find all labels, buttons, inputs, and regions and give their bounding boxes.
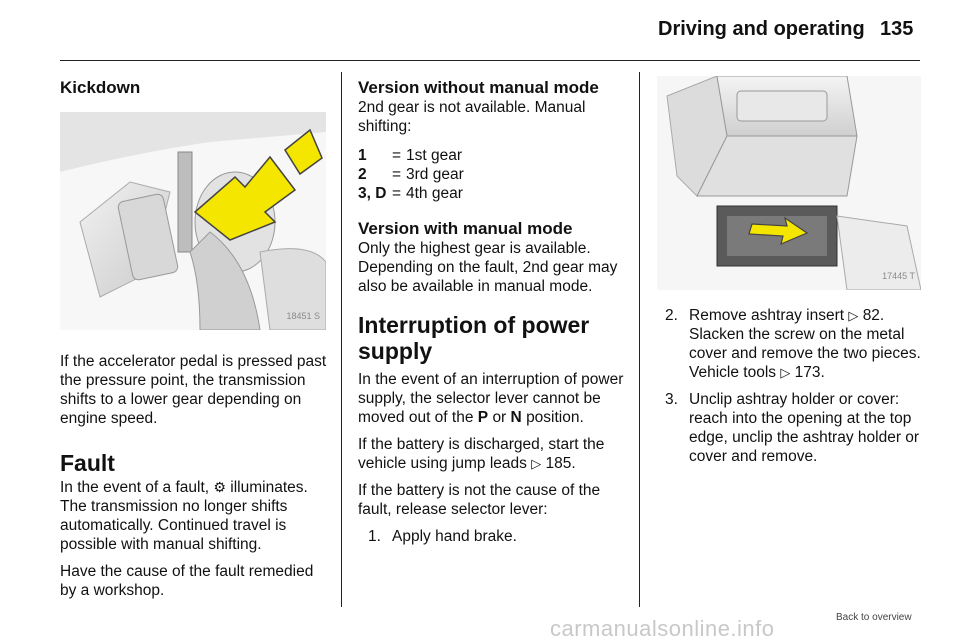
no-manual-heading: Version without manual mode <box>358 78 599 97</box>
interruption-text <box>358 370 628 427</box>
step-text-a: Remove ashtray insert <box>689 307 845 324</box>
list-item <box>368 527 628 546</box>
step-number: 2. <box>665 307 678 324</box>
not-battery-text: If the battery is not the cause of the fault, release selector lever: <box>358 482 601 518</box>
column-divider-left <box>341 72 342 607</box>
step-text: Apply hand brake. <box>392 528 517 545</box>
step-page-ref-2: 173. <box>794 364 825 381</box>
gear-row <box>358 146 628 165</box>
gear-value: 1st gear <box>406 147 463 164</box>
no-manual-text: 2nd gear is not available. Manual shifting: <box>358 99 586 135</box>
interruption-text-b: position. <box>526 409 584 426</box>
right-steps <box>657 306 923 466</box>
fault-text <box>60 478 328 554</box>
battery-text <box>358 435 628 473</box>
watermark: carmanualsonline.info <box>550 616 775 641</box>
step-text <box>689 306 923 382</box>
position-n: N <box>510 409 522 426</box>
fault-text-2: Have the cause of the fault remedied by a workshop. <box>60 563 314 599</box>
battery-text-main: If the battery is discharged, start the vehicle using jump leads <box>358 436 605 472</box>
right-column <box>657 72 923 474</box>
manual-text: Only the highest gear is available. Depending on the fault, 2nd gear may also be available in manual mode. <box>358 240 618 295</box>
page-ref-arrow-icon: ▷ <box>780 365 791 380</box>
fault-heading: Fault <box>60 450 115 476</box>
step-text: Unclip ashtray holder or cover: reach into the opening at the top edge, unclip the ashtray holder or cover and remove. <box>689 391 920 465</box>
ashtray-illustration <box>657 76 921 290</box>
step-number: 3. <box>665 391 678 408</box>
back-to-overview-link[interactable]: Back to overview <box>836 612 912 623</box>
kickdown-figure <box>60 112 326 330</box>
list-item <box>665 390 923 466</box>
middle-column <box>358 72 628 554</box>
battery-page-ref: 185. <box>545 455 576 472</box>
gear-row <box>358 184 628 203</box>
figure-number: 18451 S <box>286 311 320 321</box>
header-title: Driving and operating <box>658 18 865 40</box>
gear-key: 3, D <box>358 185 387 202</box>
middle-steps <box>358 527 628 546</box>
gear-row <box>358 165 628 184</box>
manual-heading: Version with manual mode <box>358 219 573 238</box>
position-p: P <box>477 409 489 426</box>
interruption-text-a: In the event of an interruption of power supply, the selector lever cannot be moved out of the <box>358 371 624 426</box>
gear-key: 2 <box>358 166 367 183</box>
kickdown-text: If the accelerator pedal is pressed past the pressure point, the transmission shifts to a lower gear depending on engine speed. <box>60 353 327 427</box>
gear-table <box>358 146 628 203</box>
column-divider-right <box>639 72 640 607</box>
left-column <box>60 72 328 608</box>
figure-number: 17445 T <box>882 271 915 281</box>
list-item <box>665 306 923 382</box>
kickdown-heading: Kickdown <box>60 78 141 97</box>
gear-warning-icon: ⚙ <box>213 479 226 495</box>
gear-value: 4th gear <box>406 185 463 202</box>
ashtray-figure <box>657 76 921 290</box>
pedal-illustration <box>60 112 326 330</box>
interruption-heading: Interruption of power supply <box>358 312 590 364</box>
step-number: 1. <box>368 528 381 545</box>
gear-key: 1 <box>358 147 367 164</box>
fault-text-after: illuminates. The transmission no longer shifts automatically. Continued travel is possible with manual shifting. <box>60 479 308 553</box>
gear-value: 3rd gear <box>406 166 464 183</box>
header-rule <box>60 60 920 61</box>
interruption-or: or <box>492 409 507 426</box>
page-ref-arrow-icon: ▷ <box>531 456 542 471</box>
gear-eq: = <box>392 166 402 183</box>
gear-eq: = <box>392 185 402 202</box>
fault-text-before: In the event of a fault, <box>60 479 210 496</box>
step-text-b: Slacken the screw on the metal cover and remove the two pieces. Vehicle tools <box>689 326 921 381</box>
page-ref-arrow-icon: ▷ <box>848 308 859 323</box>
step-page-ref: 82. <box>862 307 885 324</box>
page-number: 135 <box>880 18 914 40</box>
gear-eq: = <box>392 147 402 164</box>
